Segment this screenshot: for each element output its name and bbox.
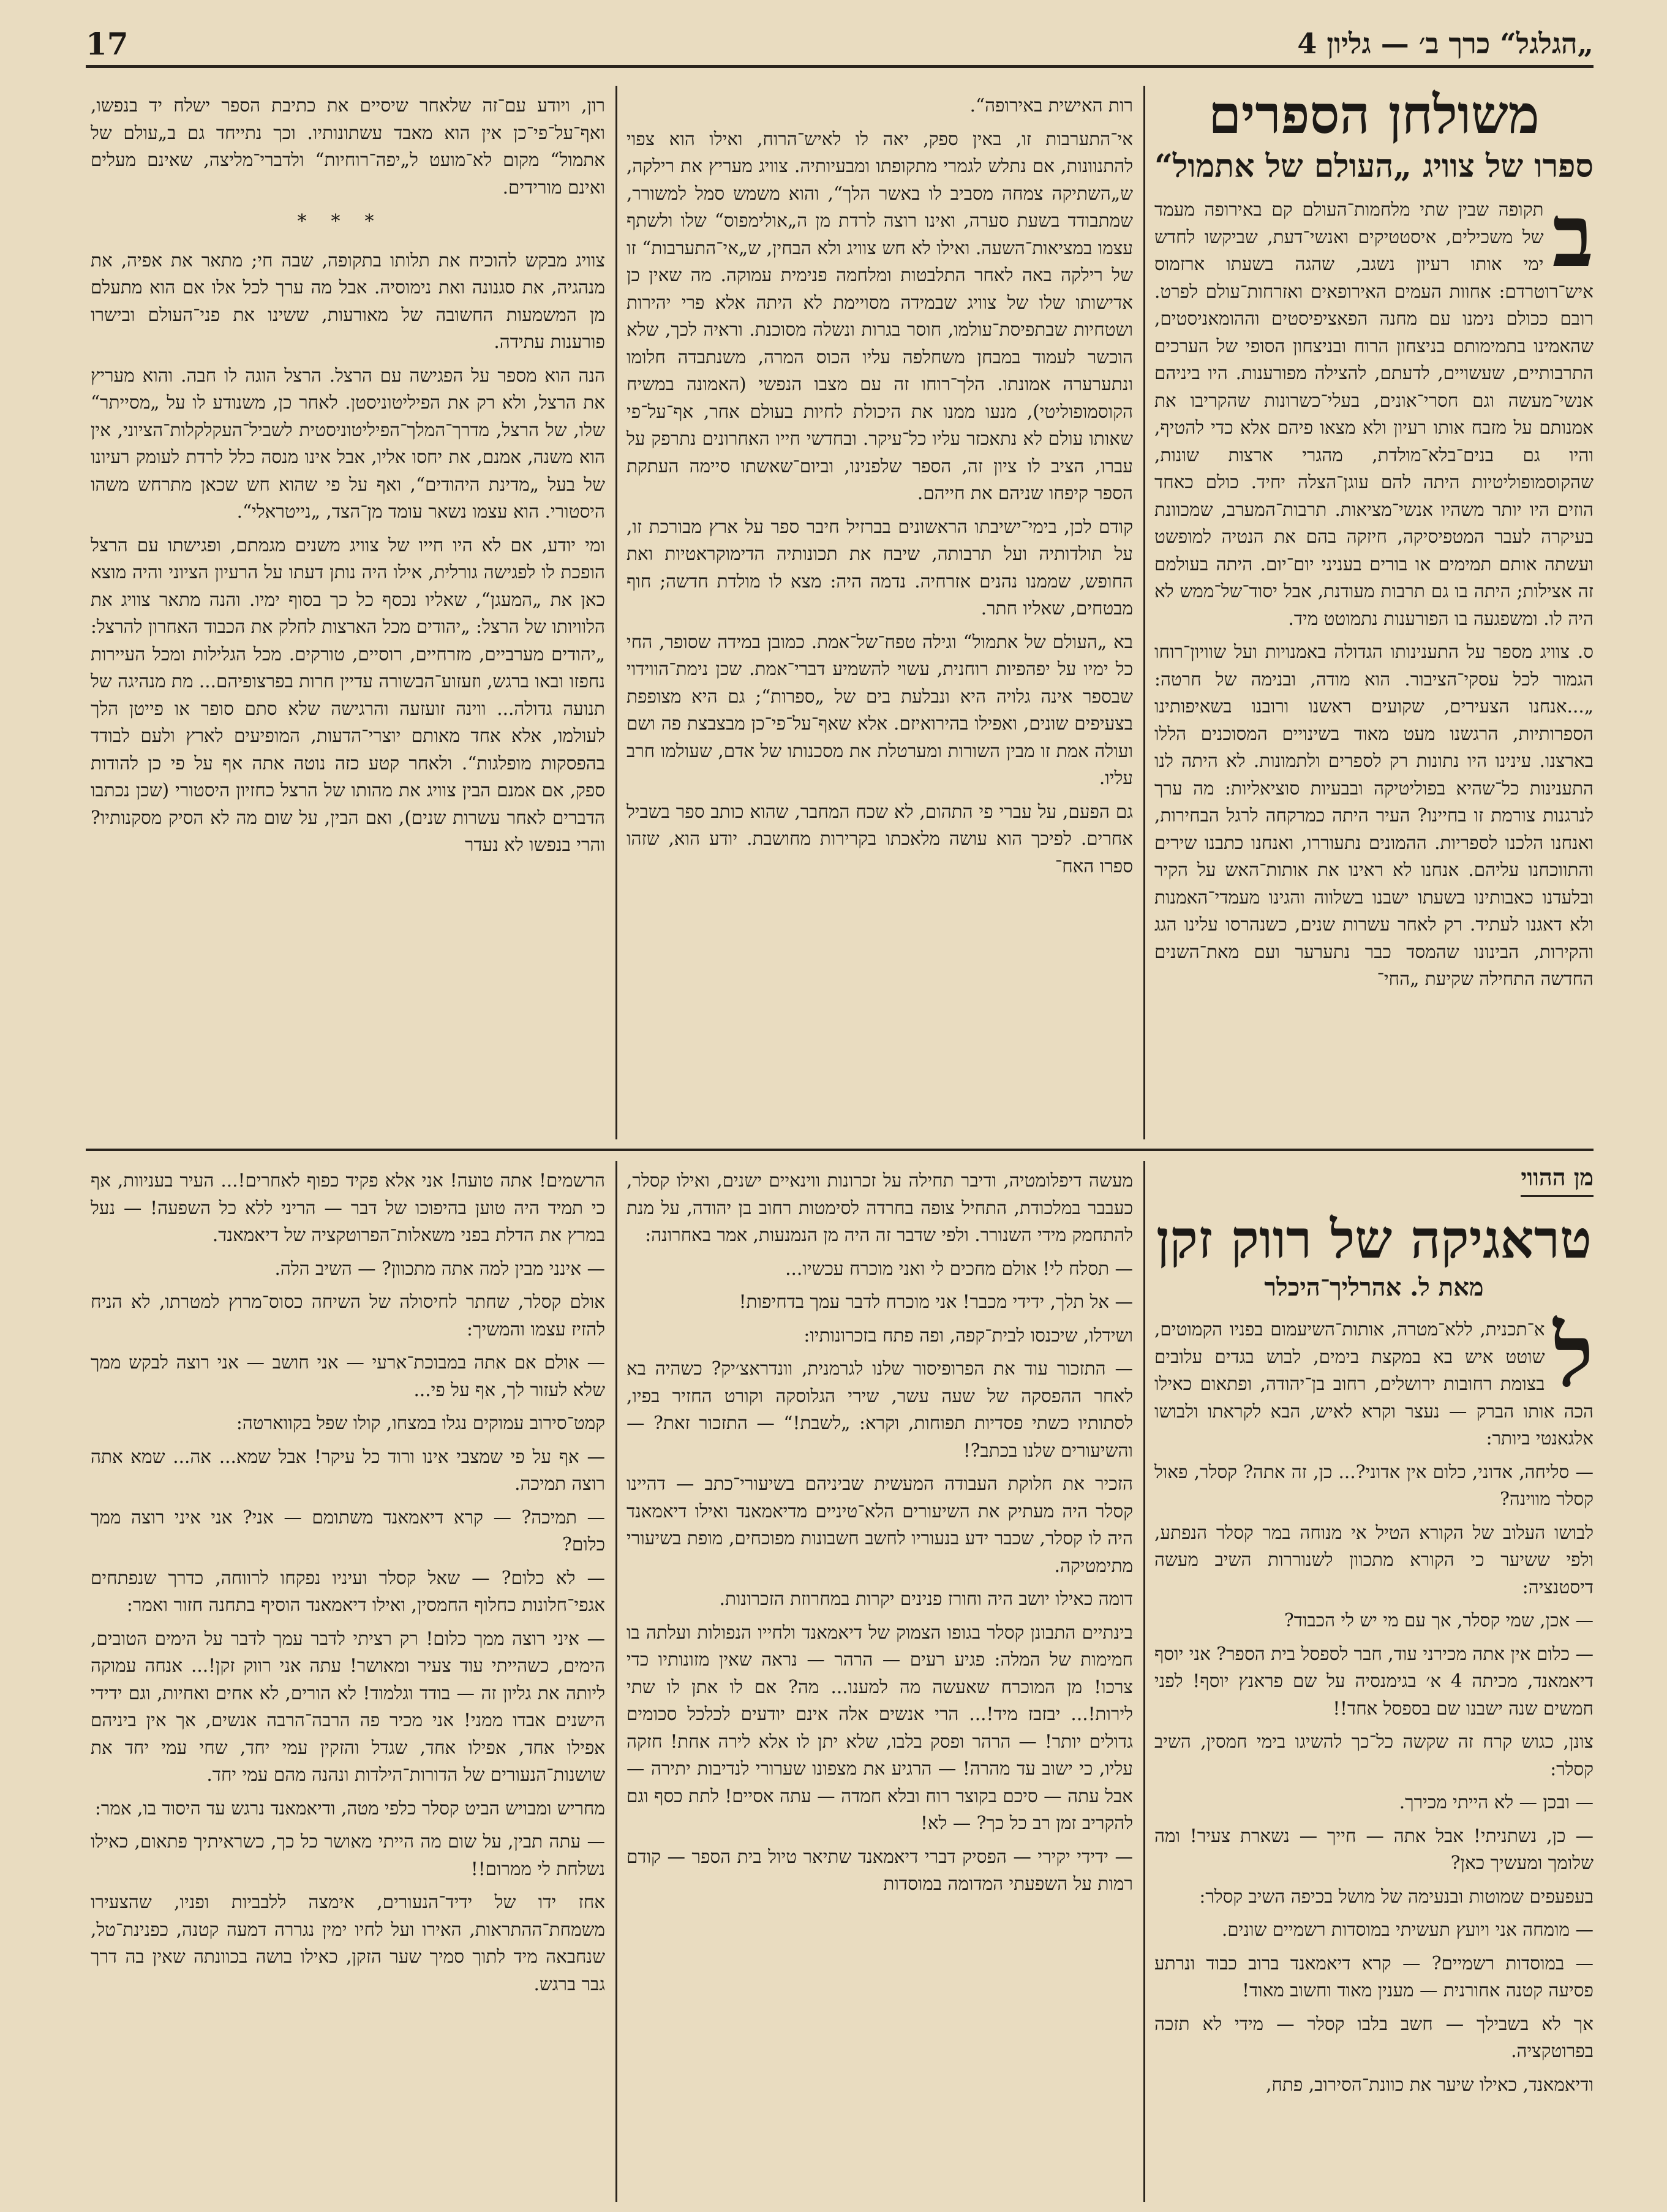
- section-break-asterisks: *​*​*: [297, 211, 399, 232]
- article2-paragraph: הזכיר את חלוקת העבודה המעשית שביניהם בשיעורי־כתב — דהיינו קסלר היה מעתיק את השיעורים הלא־טיניים מדיאמאנד ואילו דיאמאנד היה לו קסלר, שכבר ידע בנעוריו לחשב חשבונות מפוכחים, מופת בשיעורי מתימטיקה.: [627, 1473, 1133, 1576]
- section-rubric: מן ההווי: [1521, 1164, 1594, 1197]
- article1-paragraph: הנה הוא מספר על הפגישה עם הרצל. הרצל הוגה לו חבה. והוא מעריץ את הרצל, ולא רק את הפיליטוניסטן. לאחר כן, משנודע לו על „מסייתר“ שלו, של הרצל, מדרך־המלך־הפיליטוניסטית לשביל־העקלקלות־הציוני, אין הוא משנה, אמנם, את יחסו אליו, אבל אינו מנסה כלל לרדת לעומק רעיונו של בעל „מדינת היהודים“, ואף על פי שהוא חש שכאן מתרחש משהו היסטורי. הוא עצמו נשאר עומד מן־הצד, „נייטראלי“.: [91, 364, 605, 522]
- article1-paragraph: ס. צוויג מספר על התענינותו הגדולה באמנויות ועל שוויון־רוחו הגמור לכל עסקי־הציבור. הוא מודה, ובנימה של חרטה: „...אנחנו הצעירים, שקועים ראשנו ורובנו בשאיפותינו הספרותיות, הרגשנו מעט מאוד בשינויים המסוכנים הללו בארצנו. עינינו היו נתונות רק לספרים ולתמונות. לא היתה לנו התענינות כל־שהיא בפוליטיקה ובבעיות סוציאליות: מה ערך לנרגנות צורמת זו בחיינו? העיר היתה כמרקחה לרגל הבחירות, ואנחנו הלכנו לספריות. ההמונים נתעוררו, ואנחנו כתבנו שירים והתווכחנו עליהם. אנחנו לא ראינו את אותות־האש על הקיר ובלעדנו כאבותינו בשעתו ישבנו בשלווה והגינו מעמדי־האמנות ולא דאגנו לעתיד. רק לאחר עשרות שנים, כשנהרסו עלינו הגג והקירות, הבינונו שהמסד כבר נתערער ועם מאת־השנים החדשה התחילה שקיעת „החי־: [1154, 641, 1594, 989]
- article1-paragraph: צוויג מבקש להוכיח את תלותו בתקופה, שבה חי; מתאר את אפיה, את מנהגיה, את סגנונה ואת נימוסיה. אבל מה ערך לכל אלו אם הוא מתעלם מן המשמעות החשובה של מאורעות, ששינו את פני־העולם ובישרו פורענות עתידה.: [91, 249, 605, 352]
- article2-paragraph: בעפעפים שמוטות ובנעימה של מושל בכיפה השיב קסלר:: [1199, 1885, 1594, 1907]
- page-number: 17: [86, 25, 129, 62]
- section-divider: [86, 1149, 1594, 1151]
- article2-paragraph: — סליחה, אדוני, כלום אין אדוני?... כן, זה אתה? קסלר, פאול קסלר מווינה?: [1154, 1461, 1594, 1509]
- article2-paragraph: מחריש ומבויש הביט קסלר כלפי מטה, ודיאמאנד נרגש עד היסוד בו, אמר:: [94, 1797, 605, 1819]
- article1-paragraph: בא „העולם של אתמול“ וגילה טפח־של־אמת. כמובן במידה שסופר, החי כל ימיו על יפהפיות רוחנית, עשוי להשמיע דברי־אמת. שכן נימת־הווידוי שבספר אינה גלויה היא ונבלעת בים של „ספרות“; גם היא מצופפת בצעיפים שונים, ואפילו בהירואיזם. אלא שאף־על־פי־כן מבצבצת פה ושם ועולה אמת זו מבין השורות ומערטלת את מסכנותו של אדם, שעולמו חרב עליו.: [627, 631, 1133, 788]
- article2-paragraph: — לא כלום? — שאל קסלר ועיניו נפקחו לרווחה, כדרך שנפתחים אגפי־חלונות כחלוף החמסין, ואילו דיאמאנד הוסיף בתחנה חזור ואמר:: [91, 1567, 605, 1615]
- article2-paragraph: — התזכור עוד את הפרופיסור שלנו לגרמנית, וונדראצ׳יק? כשהיה בא לאחר ההפסקה של שעה עשר, שירי הגלוסקה וקורט החזיר בפיו, לסתותיו כשתי פסדיות תפוחות, וקרא: „לשבת!“ — התזכור זאת? — והשיעורים שלנו בכתב?!: [627, 1358, 1133, 1461]
- drop-cap: ב: [1552, 186, 1594, 287]
- article2-paragraph: אולם קסלר, שחתר לחיסולה של השיחה כסוס־מרוץ למטרתו, לא הניח להזיז עצמו והמשיך:: [91, 1291, 605, 1340]
- publication-line: „הגלגל“ כרך ב׳ — גליון 4: [1297, 27, 1594, 60]
- article2-paragraph: — תמיכה? — קרא דיאמאנד משתומם — אני? אני איני רוצה ממך כלום?: [91, 1506, 605, 1555]
- article2-paragraph: לבושו העלוב של הקורא הטיל אי מנוחה במר קסלר הנפתע, ולפי ששיער כי הקורא מתכוון לשנוררות השיב מעשה דיסטנציה:: [1154, 1522, 1594, 1598]
- article2-paragraph: — אכן, שמי קסלר, אך עם מי יש לי הכבוד?: [1284, 1610, 1594, 1631]
- article2-paragraph: קמט־סירוב עמוקים נגלו במצחו, קולו שפל בקווארטה:: [236, 1413, 605, 1433]
- article2-column1: [1154, 1164, 1594, 2199]
- article2-column2: [627, 1167, 1133, 2202]
- article1-paragraph: גם הפעם, על עברי פי התהום, לא שכח המחבר, שהוא כותב ספר בשביל אחרים. לפיכך הוא עושה מלאכתו בקרירות מחושבת. יודע הוא, שזהו ספרו האח־: [627, 801, 1133, 877]
- article1-title: משולחן הספרים: [1208, 86, 1540, 146]
- article1-column3: [91, 92, 605, 1139]
- article1-column2: [627, 92, 1133, 1139]
- article2-paragraph: — ידידי יקירי — הפסיק דברי דיאמאנד שתיאר טיול בית הספר — קודם רמות על השפעתי המדומה במוסדות: [627, 1846, 1133, 1894]
- article2-column3: [91, 1167, 605, 2202]
- article2-paragraph: — אף על פי שמצבי אינו ורוד כל עיקר! אבל שמא... אה... שמא אתה רוצה תמיכה.: [91, 1446, 605, 1494]
- article2-paragraph: בינתיים התבונן קסלר בגופו הצמוק של דיאמאנד ולחייו הנפולות ועלתה בו חמימות של המלה: פגיע רעים — הרהר — נראה שאין מזונותיו כדי צרכו! מן המוכרח שאעשה מה למענו... מה? אם לו אתן לו שתי לירות!... יבזבז מיד!... הרי אנשים אלה אינם יודעים לכלכל סכומים גדולים יותר! — הרהר ופסק בלבו, שלא יתן לו אלא לירה אחת! חזקה עליו, כי ישוב עד מהרה! — הרגיע את מצפונו שערורי לנדיבות יתירה — אבל עתה — סיכם בקוצר רוח ובלא חמדה — עתה אסיים! לתת כסף וגם להקריב זמן רב כל כך? — לא!: [627, 1621, 1133, 1833]
- article1-paragraph: רות האישית באירופה“.: [969, 95, 1133, 116]
- article2-paragraph: ל א־תכנית, ללא־מטרה, אותות־השיעמום בפניו הקמוטים, שוטט איש בא במקצת בימים, לבוש בגדים עלובים בצומת רחובות ירושלים, רחוב בן־יהודה, ופתאום כאילו הכה אותו הברק — נעצר וקרא לאיש, הבא לקראתו ולבושו אלגאנטי ביותר:: [1154, 1306, 1594, 1449]
- article1-paragraph: קודם לכן, בימי־ישיבתו הראשונים בברזיל חיבר ספר על ארץ מבורכת זו, על תולדותיה ועל תרבותה, שיבח את תכונותיה הדימוקראטיות ואת החופש, שממנו נהנים אזרחיה. נדמה היה: מצא לו מולדת חדשה; חוף מבטחים, שאליו חתר.: [627, 516, 1133, 619]
- column-rule: [1143, 1161, 1145, 2202]
- article2-paragraph: — איני רוצה ממך כלום! רק רציתי לדבר עמך לדבר על הימים הטובים, הימים, כשהייתי עוד צעיר ומאושר! עתה אני רווק זקן!... אנחה עמוקה ליותה את גליון זה — בודד וגלמוד! לא הורים, לא אחים ואחיות, וגם ידידי הישנים אבדו ממני! אני מכיר פה הרבה־הרבה אנשים, אך אין ביניהם אפילו אחד, אפילו אחד, שגדל והזקין עמי יחד, שחי עמי יחד את שושנות־הנעורים של הדורות־הילדות ונהנה מהם עמי יחד.: [91, 1628, 605, 1785]
- article2-paragraph: אחז ידו של ידיד־הנעורים, אימצה ללבביות ופניו, שהצעירו משמחת־ההתראות, האירו ועל לחיו ימין נגררה דמעה קטנה, כפנינת־טל, שנחבאה מיד לתוך סמיך שער הזקן, כאילו בושה בכוונתה שאין בה דרך גבר ברגש.: [91, 1892, 605, 1995]
- article1-paragraph: רון, ויודע עם־זה שלאחר שיסיים את כתיבת הספר ישלח יד בנפשו, ואף־על־פי־כן אין הוא מאבד עשתונותיו. וכך נתייחד גם ב„עולם של אתמול“ מקום לא־מועט ל„יפה־רוחיות“ ולדברי־מליצה, שאינם מעלים ואינם מורידים.: [91, 95, 605, 198]
- column-rule: [615, 86, 617, 1139]
- article2-title: טראגיקה של רווק זקן: [1156, 1208, 1592, 1270]
- article2-paragraph: מעשה דיפלומטיה, ודיבר תחילה על זכרונות ווינאיים ישנים, ואילו קסלר, כעבבר במלכודת, התחיל צופה בחרדה לסימטות רחוב בן יהודה, על מנת להתחמק מידי השנורר. ולפי שדבר זה היה מן הנמנעות, אמר באחרונה:: [627, 1170, 1133, 1245]
- article2-paragraph: דומה כאילו יושב היה וחורז פנינים יקרות במחרוזת הזכרונות.: [719, 1588, 1133, 1609]
- drop-cap: ל: [1553, 1306, 1594, 1406]
- article2-paragraph: — כן, נשתניתי! אבל אתה — חייך — נשארת צעיר! ומה שלומך ומעשיך כאן?: [1154, 1825, 1594, 1873]
- article1-paragraph: אי־התערבות זו, באין ספק, יאה לו לאיש־הרוח, ואילו הוא צפוי להתנוונות, אם נתלש לגמרי מתקופתו ומבעיותיה. צוויג מעריץ את רילקה, ש„השתיקה צמחה מסביב לו באשר הלך“, והוא משמש סמל למשורר, שמתבודד בשעת סערה, ואינו רוצה לרדת מן ה„אולימפוס“ שלו ולשתף עצמו במציאות־השעה. ואילו לא חש צוויג ולא הבחין, ש„אי־התערבות“ זו של רילקה באה לאחר התלבטות ומלחמה פנימית עמוקה. מה שאין כן אדישותו שלו של צוויג שבמידה מסויימת לא היתה אלא פרי יהירות ושטחיות שבתפיסת־עולמו, חוסר בגרות ונשלה מסוכנת. וראיה לכך, שלא הוכשר לעמוד במבחן משחלפה עליו הכוס המרה, משנתבדה חלומו ונתערערה אמונתו. הלך־רוחו זה עם מצבו הנפשי (האמונה במשיח הקוסמופוליטי), מנעו ממנו את היכולת לחיות בעולם אחר, אף־על־פי שאותו עולם לא נתאכזר עליו כל־עיקר. ובחדשי חייו האחרונים נתרפק על עברו, הציב לו ציון זה, הספר שלפנינו, וביום־שאשתו סיימה העתקת הספר קיפחו שניהם את חייהם.: [627, 128, 1133, 504]
- article1-paragraph: ומי יודע, אם לא היו חייו של צוויג משנים מגמתם, ופגישתו עם הרצל הופכת לו לפגישה גורלית, אילו היה נותן דעתו על הרעיון הציוני והיה מוצא כאן את „המעגן“, שאליו נכסף כל כך בסוף ימיו. והנה מתאר צוויג את הלוויותו של הרצל: „יהודים מכל הארצות לחלק את הכבוד האחרון להרצל: „יהודים מערביים, מזרחיים, רוסיים, טורקים. מכל הגלילות ומכל העיירות נחפזו ובאו ברגש, וזעזוע־הבשורה עדיין חרות בפרצופיהם... מת מנהיגה של תנועה גדולה... ווינה זועזעה והרגישה שלא סתם סופר או פייטן הלך לעולמו, אלא אחד מאותם יוצרי־הדעות, המופיעים לארץ ולעם לבודד בהפסקות מופלגות“. ולאחר קטע כזה נוטה אתה אף על פי כן להודות ספק, אם אמנם הבין צוויג את מהותו של הרצל כחזיון היסטורי (שכן נכתבו הדברים לאחר עשרות שנים), ואם הבין, על שום מה לא הסיק מסקנותיו? והרי בנפשו לא נעדר: [91, 534, 605, 855]
- article2-paragraph: — במוסדות רשמיים? — קרא דיאמאנד ברוב כבוד ונרתע פסיעה קטנה אחורנית — מענין מאוד וחשוב מאוד!: [1154, 1952, 1594, 2001]
- article2-paragraph: — אל תלך, ידידי מכבר! אני מוכרח לדבר עמך בדחיפות!: [739, 1291, 1133, 1312]
- article2-paragraph: הרשמים! אתה טועה! אני אלא פקיד כפוף לאחרים!... העיר בעניוות, אף כי תמיד היה טוען בהיפוכו של דבר — הריני ללא כל השפעה! — נעל במרץ את הדלת בפני משאלות־הפרוטקציה של דיאמאנד.: [91, 1170, 605, 1245]
- page-header: [86, 22, 1594, 68]
- article2-author: מאת ל. אהרליך־היכלר: [1264, 1272, 1484, 1302]
- article2-paragraph: — כלום אין אתה מכירני עוד, חבר לספסל בית הספר? אני יוסף דיאמאנד, מכיתה 4 א׳ בגימנסיה על שם פראנץ יוסף! לפני חמשים שנה ישבנו שם בספסל אחד!!: [1154, 1643, 1594, 1719]
- article1-subtitle: ספרו של צוויג „העולם של אתמול“: [1154, 148, 1594, 185]
- article2-paragraph: — עתה תבין, על שום מה הייתי מאושר כל כך, כשראיתיך פתאום, כאילו נשלחת לי ממרום!!: [91, 1831, 605, 1879]
- article2-paragraph: — מומחה אני ויועץ תעשיתי במוסדות רשמיים שונים.: [1221, 1919, 1594, 1940]
- article2-paragraph: — אולם אם אתה במבוכת־ארעי — אני חושב — אני רוצה לבקש ממך שלא לעזור לך, אף על פי...: [91, 1352, 605, 1400]
- column-rule: [615, 1161, 617, 2202]
- article2-paragraph: צונן, כגוש קרח זה שקשה כל־כך להשיגו בימי חמסין, השיב קסלר:: [1154, 1731, 1594, 1780]
- article2-paragraph: ושידלו, שיכנסו לבית־קפה, ופה פתח בזכרונותיו:: [803, 1324, 1133, 1346]
- article1-paragraph: ב תקופה שבין שתי מלחמות־העולם קם באירופה מעמד של משכילים, איסטטיקים ואנשי־דעת, שביקשו לחדש ימי אותו רעיון נשגב, שהגה בשעתו ארזמוס איש־רוטרדם: אחוות העמים האירופאים ואזרחות־עולם לפרט. רובם ככולם נימנו עם מחנה הפאציפיסטים וההומאניסטים, שהאמינו בתמימותם בניצחון הרוח ובניצחון הסופי של הערכים התרבותיים, שעשויים, לדעתם, להצילה מפורענות. היו ביניהם אנשי־מעשה וגם חסרי־אונים, בעלי־כשרונות שהקריבו את אמנותם על מזבח אותו רעיון ולא מצאו פיהם אלא כדי להטיף, והיו גם בנים־בלא־מולדת, מהגרי ארצות שונות, שהקוסמופוליטיות היתה להם עוגן־הצלה יחיד. כולם כאחד הוזים היו יותר משהיו אנשי־מציאות. תרבות־המערב, שמכוונת בעיקרה לעבר המטפיסיקה, חיזקה בהם את הנטיה למופשט ועשתה אותם תמימים או בורים בעניני יום־יום. היתה בעולמם זה אצילות; היתה בו גם תרבות מעודנת, אבל יסוד־של־ממש לא היה לו. ומשפגעה בו הפורענות נתמוטט מיד.: [1154, 186, 1594, 629]
- article2-paragraph: — תסלח לי! אולם מחכים לי ואני מוכרח עכשיו...: [785, 1258, 1133, 1279]
- article2-paragraph: — ובכן — לא הייתי מכירך.: [1399, 1792, 1594, 1813]
- article2-paragraph: אך לא בשבילך — חשב בלבו קסלר — מידי לא תזכה בפרוטקציה.: [1154, 2013, 1594, 2061]
- article1-column1: [1154, 86, 1594, 1139]
- article2-paragraph: ודיאמאנד, כאילו שיער את כוונת־הסירוב, פתח,: [1266, 2074, 1594, 2095]
- column-rule: [1143, 86, 1145, 1139]
- article2-paragraph: — אינני מבין למה אתה מתכוון? — השיב הלה.: [274, 1258, 605, 1279]
